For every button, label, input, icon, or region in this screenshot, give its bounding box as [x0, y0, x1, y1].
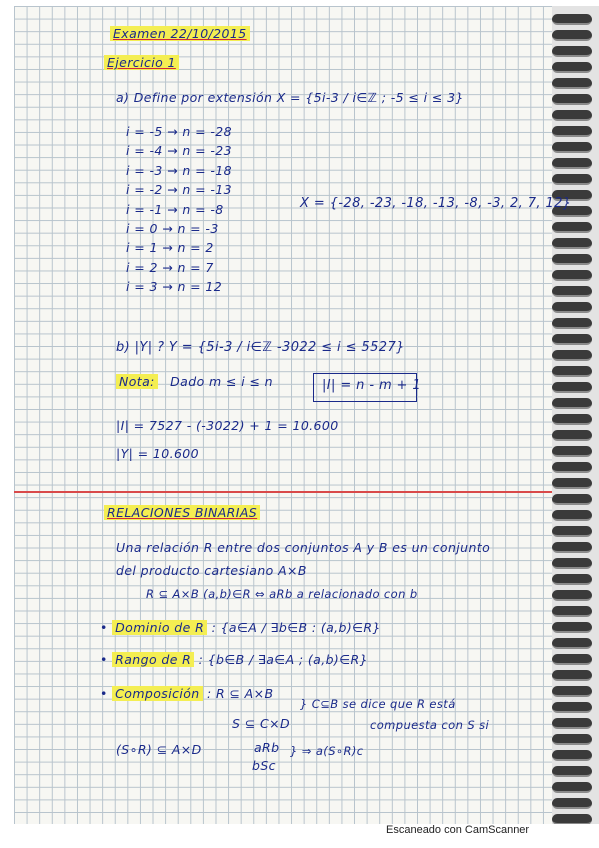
part-a-row: i = 1 → n = 2	[126, 240, 214, 256]
binding-ring	[552, 702, 592, 713]
composicion-bsc: bSc	[252, 758, 276, 773]
binding-ring	[552, 302, 592, 313]
relaciones-line-2: del producto cartesiano A×B	[116, 563, 307, 578]
binding-ring	[552, 478, 592, 489]
relaciones-title: RELACIONES BINARIAS	[104, 505, 260, 520]
composicion-label: Composición	[112, 686, 202, 701]
binding-ring	[552, 686, 592, 697]
binding-ring	[552, 462, 592, 473]
binding-ring	[552, 366, 592, 377]
binding-ring	[552, 510, 592, 521]
relaciones-line-1: Una relación R entre dos conjuntos A y B es un conjunto	[116, 540, 491, 555]
binding-ring	[552, 670, 592, 681]
binding-ring	[552, 638, 592, 649]
part-a-row: i = -1 → n = -8	[126, 201, 224, 217]
binding-ring	[552, 46, 592, 57]
binding-ring	[552, 494, 592, 505]
binding-ring	[552, 62, 592, 73]
composicion-cond: } C⊆B se dice que R está	[300, 697, 456, 711]
part-a-row: i = -4 → n = -23	[126, 143, 232, 159]
note-label: Nota:	[116, 374, 158, 389]
part-a-row: i = -5 → n = -28	[126, 124, 232, 139]
dominio-label: Dominio de R	[112, 620, 207, 635]
binding-ring	[552, 286, 592, 297]
scanner-footer: Escaneado con CamScanner	[386, 824, 530, 836]
note-line	[116, 374, 273, 389]
binding-ring	[552, 526, 592, 537]
binding-ring	[552, 622, 592, 633]
binding-ring	[552, 382, 592, 393]
composicion-implies: } ⇒ a(S∘R)c	[290, 744, 364, 758]
binding-ring	[552, 30, 592, 41]
binding-ring	[552, 734, 592, 745]
notebook-page	[14, 6, 553, 824]
binding-ring	[552, 270, 592, 281]
dominio-def: • Dominio de R : {a∈A / ∃b∈B : (a,b)∈R}	[100, 620, 381, 635]
binding-ring	[552, 766, 592, 777]
binding-ring	[552, 238, 592, 249]
binding-ring	[552, 350, 592, 361]
binding-ring	[552, 14, 592, 25]
section-divider	[14, 491, 552, 493]
binding-ring	[552, 222, 592, 233]
binding-ring	[552, 158, 592, 169]
binding-ring	[552, 430, 592, 441]
composicion-cond-2: compuesta con S si	[370, 718, 490, 732]
binding-ring	[552, 558, 592, 569]
binding-ring	[552, 574, 592, 585]
composicion-arb: aRb	[254, 740, 280, 755]
binding-ring	[552, 398, 592, 409]
spiral-binding	[552, 6, 599, 824]
binding-ring	[552, 142, 592, 153]
exam-title: Examen 22/10/2015	[110, 26, 250, 41]
binding-ring	[552, 718, 592, 729]
binding-ring	[552, 446, 592, 457]
binding-ring	[552, 414, 592, 425]
composicion-def: • Composición : R ⊆ A×B	[100, 686, 274, 701]
part-a-result: X = {-28, -23, -18, -13, -8, -3, 2, 7, 12}	[300, 196, 572, 211]
part-a-row: i = 0 → n = -3	[126, 221, 219, 236]
binding-ring	[552, 782, 592, 793]
binding-ring	[552, 654, 592, 665]
composicion-s: S ⊆ C×D	[232, 716, 290, 731]
binding-ring	[552, 78, 592, 89]
part-b-statement: b) |Y| ? Y = {5i-3 / i∈ℤ -3022 ≤ i ≤ 5527}	[116, 340, 405, 355]
binding-ring	[552, 334, 592, 345]
binding-ring	[552, 798, 592, 809]
note-text: Dado m ≤ i ≤ n	[170, 374, 274, 389]
part-b-answer: |Y| = 10.600	[116, 446, 200, 461]
binding-ring	[552, 750, 592, 761]
part-a-row: i = -2 → n = -13	[126, 182, 232, 198]
part-a-statement: a) Define por extensión X = {5i-3 / i∈ℤ ; -5 ≤ i ≤ 3}	[116, 90, 464, 105]
boxed-formula: |I| = n - m + 1	[322, 378, 422, 393]
rango-label: Rango de R	[112, 652, 194, 667]
part-b-calc: |I| = 7527 - (-3022) + 1 = 10.600	[116, 418, 339, 433]
part-a-row: i = -3 → n = -18	[126, 162, 232, 178]
composicion-sr: (S∘R) ⊆ A×D	[116, 742, 202, 757]
binding-ring	[552, 318, 592, 329]
binding-ring	[552, 254, 592, 265]
binding-ring	[552, 174, 592, 185]
part-a-row: i = 2 → n = 7	[126, 259, 214, 275]
part-a-row: i = 3 → n = 12	[126, 279, 223, 295]
binding-ring	[552, 542, 592, 553]
binding-ring	[552, 94, 592, 105]
exercise-heading: Ejercicio 1	[104, 55, 179, 70]
rango-def: • Rango de R : {b∈B / ∃a∈A ; (a,b)∈R}	[100, 652, 368, 667]
binding-ring	[552, 606, 592, 617]
binding-ring	[552, 814, 592, 824]
binding-ring	[552, 110, 592, 121]
binding-ring	[552, 126, 592, 137]
binding-ring	[552, 590, 592, 601]
relaciones-line-3: R ⊆ A×B (a,b)∈R ⇔ aRb a relacionado con b	[146, 587, 418, 601]
